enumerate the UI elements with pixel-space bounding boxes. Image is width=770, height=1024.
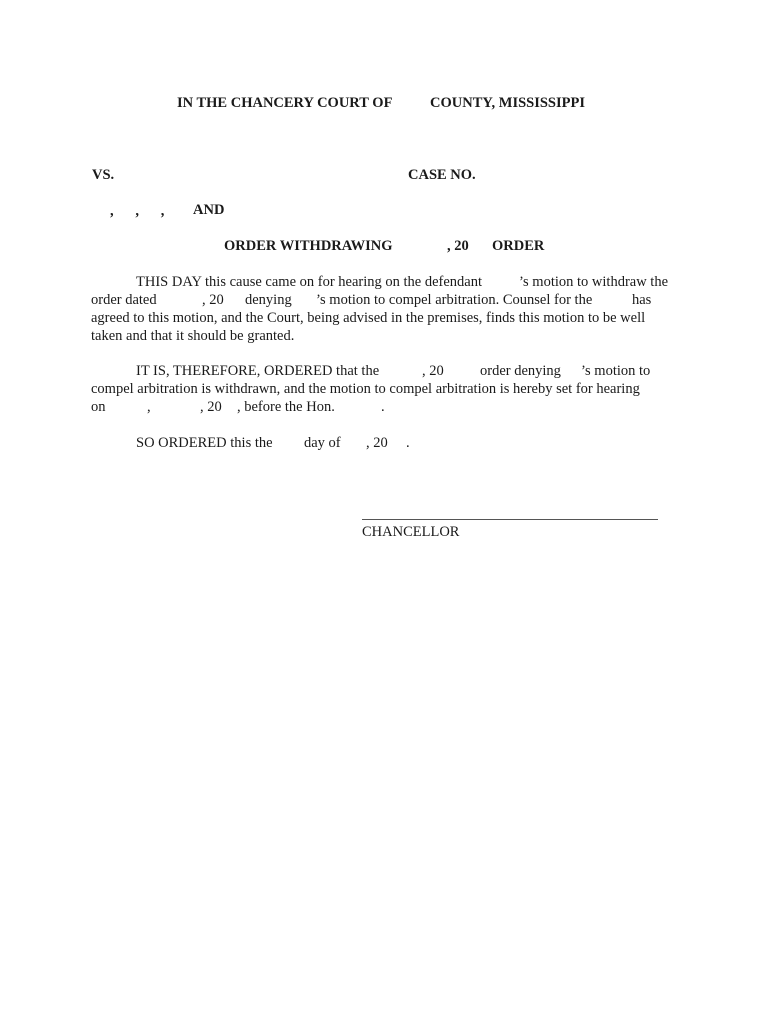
order-title-part3: ORDER [492, 238, 545, 254]
party-and: AND [193, 202, 225, 218]
para2-line1-c: order denying [480, 363, 561, 379]
party-commas: , , , [110, 203, 165, 219]
court-heading-right: COUNTY, MISSISSIPPI [430, 95, 585, 111]
chancellor-label: CHANCELLOR [362, 524, 460, 540]
para2-line3-e: . [381, 399, 385, 415]
para1-line2-a: order dated [91, 292, 157, 308]
para3-a: SO ORDERED this the [136, 435, 273, 451]
para2-line3-a: on [91, 399, 106, 415]
para1-line2-d: ’s motion to compel arbitration. Counsel for the [316, 292, 593, 308]
para2-line3-d: , before the Hon. [237, 399, 335, 415]
para2-line3-c: , 20 [200, 399, 222, 415]
para2-line2: compel arbitration is withdrawn, and the motion to compel arbitration is hereby set for hearing [91, 381, 640, 397]
para2-line1-b: , 20 [422, 363, 444, 379]
para1-line4: taken and that it should be granted. [91, 328, 295, 344]
para3-c: , 20 [366, 435, 388, 451]
para1-line2-b: , 20 [202, 292, 224, 308]
para3-d: . [406, 435, 410, 451]
para1-line1-b: ’s motion to withdraw the [519, 274, 669, 290]
para1-line3: agreed to this motion, and the Court, being advised in the premises, finds this motion to be well [91, 310, 646, 326]
order-title-part2: , 20 [447, 238, 469, 254]
para2-line1-d: ’s motion to [581, 363, 651, 379]
para3-b: day of [304, 435, 341, 451]
case-number-label: CASE NO. [408, 167, 476, 183]
order-title-part1: ORDER WITHDRAWING [224, 238, 393, 254]
para1-line2-e: has [632, 292, 652, 308]
court-heading-left: IN THE CHANCERY COURT OF [177, 95, 393, 111]
signature-line [362, 519, 658, 520]
para2-line1-a: IT IS, THEREFORE, ORDERED that the [136, 363, 380, 379]
para1-line2-c: denying [245, 292, 292, 308]
para2-line3-b: , [147, 399, 151, 415]
versus-label: VS. [92, 167, 115, 183]
para1-line1-a: THIS DAY this cause came on for hearing on the defendant [136, 274, 483, 290]
